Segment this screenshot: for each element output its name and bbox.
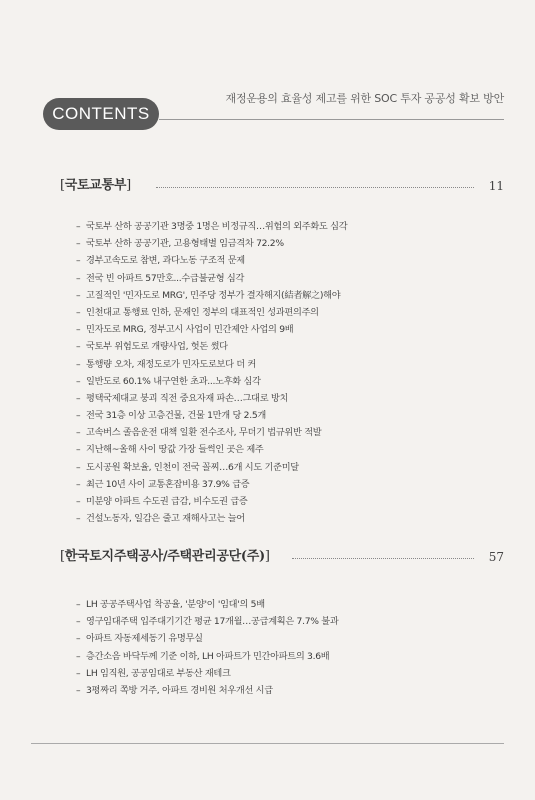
toc-entry[interactable]: [76, 218, 515, 235]
section-title: [60, 176, 138, 196]
toc-entry-text: 평택국제대교 붕괴 직전 중요자재 파손…그대로 방치: [86, 392, 289, 404]
toc-entry[interactable]: [76, 270, 515, 287]
toc-entry[interactable]: [76, 338, 515, 355]
toc-entry-text: 영구임대주택 입주대기기간 평균 17개월…공급계획은 7.7% 불과: [86, 616, 339, 628]
toc-entry[interactable]: [76, 321, 515, 338]
dash-bullet: –: [76, 392, 81, 404]
dash-bullet: –: [76, 272, 81, 284]
dash-bullet: –: [76, 341, 81, 353]
toc-entry-text: 인천대교 통행료 인하, 문재인 정부의 대표적인 성과편의주의: [86, 306, 319, 318]
footer-rule: [31, 743, 504, 744]
toc-entry-text: 도시공원 확보율, 인천이 전국 꼴찌…6개 시도 기준미달: [86, 461, 299, 473]
toc-entry-text: 일반도로 60.1% 내구연한 초과...노후화 심각: [86, 375, 261, 387]
dash-bullet: –: [76, 444, 81, 456]
section-title: [60, 547, 280, 567]
toc-entry-text: 전국 빈 아파트 57만호...수급불균형 심각: [86, 272, 245, 284]
dash-bullet: –: [76, 410, 81, 422]
toc-entry-text: 아파트 자동제세동기 유명무실: [86, 633, 203, 645]
page-number: 11: [488, 179, 504, 193]
toc-section-1[interactable]: [60, 176, 504, 196]
toc-entry[interactable]: [76, 493, 515, 510]
toc-entry-text: 3평짜리 쪽방 거주, 아파트 경비원 처우개선 시급: [86, 684, 273, 696]
dash-bullet: –: [76, 478, 81, 490]
header-rule: [159, 119, 504, 120]
toc-entry-text: 국토부 산하 공공기관, 고용형태별 임금격차 72.2%: [86, 238, 284, 250]
dash-bullet: –: [76, 513, 81, 525]
dash-bullet: –: [76, 650, 81, 662]
toc-entry[interactable]: [76, 252, 515, 269]
toc-entry-text: 민자도로 MRG, 정부고시 사업이 민간제안 사업의 9배: [86, 324, 294, 336]
toc-entry-text: 건설노동자, 일감은 줄고 재해사고는 늘어: [86, 513, 245, 525]
toc-entry-text: 전국 31층 이상 고층건물, 건물 1만개 당 2.5개: [86, 410, 266, 422]
toc-entry-text: 최근 10년 사이 교통혼잡비용 37.9% 급증: [86, 478, 250, 490]
toc-entry-text: LH 공공주택사업 착공율, '분양'이 '임대'의 5배: [86, 599, 265, 610]
toc-entry[interactable]: [76, 476, 515, 493]
document-title: 재정운용의 효율성 제고를 위한 SOC 투자 공공성 확보 방안: [225, 92, 504, 105]
dash-bullet: –: [76, 427, 81, 439]
toc-entry[interactable]: [76, 613, 515, 630]
toc-entry[interactable]: [76, 596, 515, 613]
dash-bullet: –: [76, 221, 81, 232]
toc-entry-text: LH 임직원, 공공임대로 부동산 재테크: [86, 667, 231, 679]
toc-entry[interactable]: [76, 287, 515, 304]
dash-bullet: –: [76, 289, 81, 301]
section-title-text: 국토교통부: [64, 178, 127, 193]
toc-entry[interactable]: [76, 235, 515, 252]
toc-entry[interactable]: [76, 424, 515, 441]
bracket-open: [: [60, 178, 65, 193]
section-title-text: 한국토지주택공사/주택관리공단(주): [64, 549, 265, 564]
bracket-close: ]: [264, 549, 270, 564]
dash-bullet: –: [76, 684, 81, 696]
contents-badge: CONTENTS: [43, 98, 159, 130]
toc-entry-text: 국토부 위험도로 개량사업, 헛돈 썼다: [86, 341, 228, 353]
toc-entry[interactable]: [76, 510, 515, 527]
dash-bullet: –: [76, 616, 81, 628]
toc-entry[interactable]: [76, 665, 515, 682]
toc-entry[interactable]: [76, 356, 515, 373]
dash-bullet: –: [76, 496, 81, 507]
toc-section-2[interactable]: [60, 547, 504, 567]
toc-entry[interactable]: [76, 630, 515, 647]
section-1-items: [76, 218, 515, 527]
dash-bullet: –: [76, 306, 81, 318]
toc-entry[interactable]: [76, 373, 515, 390]
toc-entry[interactable]: [76, 441, 515, 458]
toc-entry[interactable]: [76, 682, 515, 699]
dash-bullet: –: [76, 324, 81, 336]
toc-entry-text: 고질적인 '민자도로 MRG', 민주당 정부가 결자해지(結者解之)해야: [86, 289, 341, 301]
toc-entry-text: 층간소음 바닥두께 기준 이하, LH 아파트가 민간아파트의 3.6배: [86, 650, 330, 662]
toc-entry[interactable]: [76, 390, 515, 407]
dash-bullet: –: [76, 599, 81, 610]
bracket-close: ]: [126, 178, 131, 193]
dash-bullet: –: [76, 375, 81, 387]
toc-entry[interactable]: [76, 459, 515, 476]
dash-bullet: –: [76, 255, 81, 267]
dash-bullet: –: [76, 238, 81, 250]
bracket-open: [: [60, 549, 65, 564]
toc-entry-text: 미분양 아파트 수도권 급감, 비수도권 급증: [86, 496, 248, 507]
section-2-items: [76, 596, 515, 699]
toc-entry-text: 국토부 산하 공공기관 3명중 1명은 비정규직…위험의 외주화도 심각: [86, 221, 348, 232]
dash-bullet: –: [76, 633, 81, 645]
toc-entry[interactable]: [76, 648, 515, 665]
toc-entry-text: 경부고속도로 참변, 과다노동 구조적 문제: [86, 255, 245, 267]
dash-bullet: –: [76, 461, 81, 473]
toc-entry[interactable]: [76, 304, 515, 321]
toc-entry-text: 고속버스 졸음운전 대책 일환 전수조사, 무더기 법규위반 적발: [86, 427, 322, 439]
toc-entry-text: 지난해~올해 사이 땅값 가장 들썩인 곳은 제주: [86, 444, 264, 456]
dot-leader: [156, 187, 474, 188]
toc-entry-text: 통행량 오차, 재정도로가 민자도로보다 더 커: [86, 358, 257, 370]
toc-entry[interactable]: [76, 407, 515, 424]
page-number: 57: [488, 550, 504, 564]
dot-leader: [292, 558, 474, 559]
dash-bullet: –: [76, 667, 81, 679]
dash-bullet: –: [76, 358, 81, 370]
